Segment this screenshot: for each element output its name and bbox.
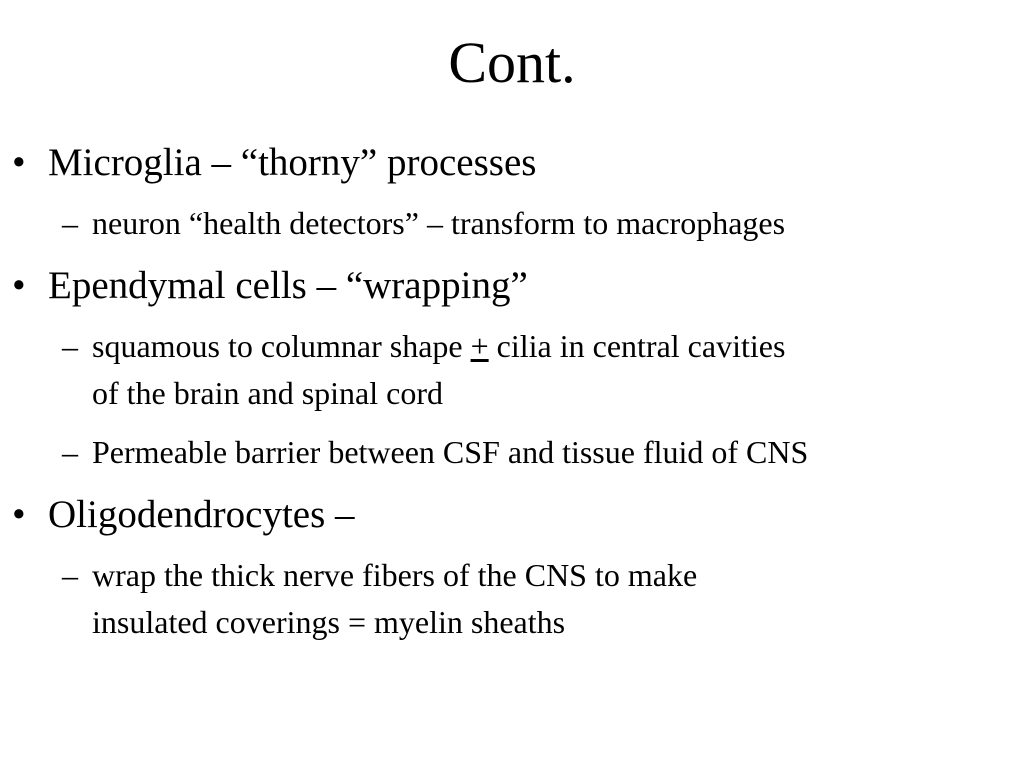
sub-bullet-continuation: of the brain and spinal cord	[92, 375, 443, 411]
sub-bullet-myelin	[62, 552, 697, 646]
bullet-text: Ependymal cells – “wrapping”	[48, 264, 528, 307]
sub-bullet-continuation: insulated coverings = myelin sheaths	[92, 604, 566, 640]
sub-bullet-text-before: squamous to columnar shape	[92, 328, 471, 364]
sub-bullet-marker: –	[62, 557, 78, 593]
sub-bullet-marker: –	[62, 328, 78, 364]
slide-title: Cont.	[448, 30, 576, 95]
sub-bullet-text: wrap the thick nerve fibers of the CNS to make	[92, 557, 698, 593]
bullet-text: Microglia – “thorny” processes	[48, 141, 537, 184]
sub-bullet-marker: –	[62, 205, 78, 241]
bullet-marker: •	[12, 141, 26, 184]
bullet-marker: •	[12, 264, 26, 307]
sub-bullet-text: neuron “health detectors” – transform to macrophages	[92, 205, 786, 241]
sub-bullet-health-detectors	[62, 200, 785, 247]
sub-bullet-squamous	[62, 323, 785, 417]
bullet-text: Oligodendrocytes –	[48, 493, 355, 536]
sub-bullet-text: Permeable barrier between CSF and tissue fluid of CNS	[92, 434, 809, 470]
bullet-oligodendrocytes	[12, 492, 355, 538]
bullet-marker: •	[12, 493, 26, 536]
sub-bullet-permeable-barrier	[62, 429, 808, 476]
sub-bullet-marker: –	[62, 434, 78, 470]
bullet-ependymal	[12, 263, 528, 309]
bullet-microglia	[12, 140, 536, 186]
sub-bullet-text-after: cilia in central cavities	[488, 328, 786, 364]
plus-minus-symbol: +	[470, 328, 489, 364]
